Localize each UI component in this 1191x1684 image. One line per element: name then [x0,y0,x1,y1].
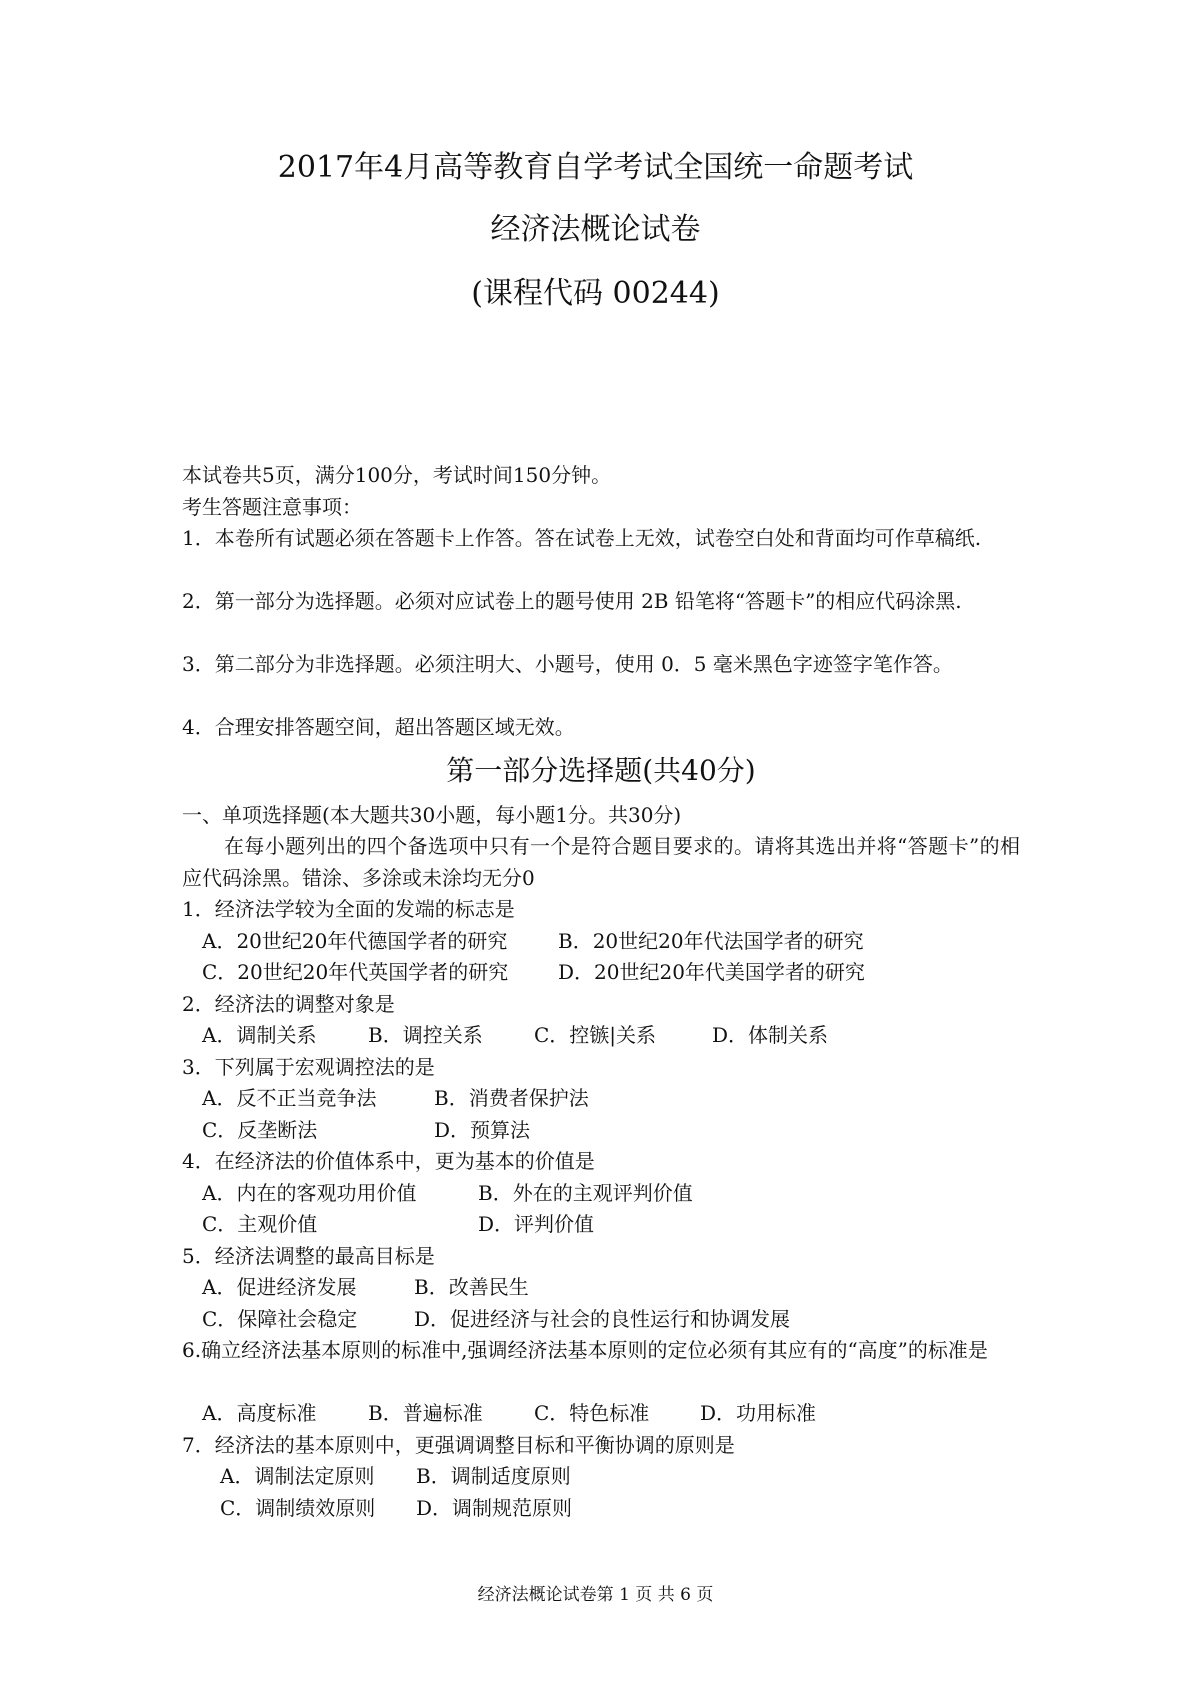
option: D．调制规范原则 [416,1495,573,1520]
option: B．20世纪20年代法国学者的研究 [558,928,864,953]
option: A．调制关系 [202,1023,317,1047]
instruction-item: 3．第二部分为非选择题。必须注明大、小题号，使用 0．5 毫米黑色字迹签字笔作答。 [182,652,953,676]
question-stem: 3．下列属于宏观调控法的是 [182,1054,435,1079]
option: D．促进经济与社会的良性运行和协调发展 [414,1306,791,1331]
option: A．调制法定原则 [220,1464,375,1488]
option: D．功用标准 [700,1401,817,1425]
option-row [182,957,1020,989]
instruction-item: 2．第一部分为选择题。必须对应试卷上的题号使用 2B 铅笔将“答题卡”的相应代码涂黑. [182,589,962,613]
option-row [182,1209,1020,1241]
option: C．20世纪20年代英国学者的研究 [202,960,509,984]
exam-intro: 本试卷共5页，满分100分，考试时间150分钟。 [182,463,612,487]
option: B．调控关系 [368,1023,483,1047]
option: B．普遍标准 [368,1401,483,1425]
exam-title: 2017年4月高等教育自学考试全国统一命题考试 [277,150,914,185]
question-stem: 5．经济法调整的最高目标是 [182,1243,435,1268]
instruction-item: 4．合理安排答题空间，超出答题区域无效。 [182,715,575,739]
question-stem: 7．经济法的基本原则中，更强调调整目标和平衡协调的原则是 [182,1432,735,1457]
option: A．促进经济发展 [202,1275,357,1299]
course-code: (课程代码 00244) [471,276,720,311]
option: C．保障社会稳定 [202,1306,358,1331]
page-footer: 经济法概论试卷第 1 页 共 6 页 [477,1585,714,1605]
option: A．内在的客观功用价值 [202,1180,417,1205]
option: B．调制适度原则 [416,1464,571,1488]
option-row [182,1178,1020,1210]
question-stem: 4．在经济法的价值体系中，更为基本的价值是 [182,1149,595,1173]
option-row [182,1272,1020,1304]
option: A．反不正当竞争法 [202,1086,377,1110]
option: D．体制关系 [712,1023,829,1047]
option-row [182,1304,1020,1336]
option: D．预算法 [434,1117,531,1142]
option-row [182,1083,1020,1115]
instructions-heading: 考生答题注意事项： [182,494,362,519]
option: C．控镞|关系 [534,1023,657,1047]
question-stem: 6.确立经济法基本原则的标准中,强调经济法基本原则的定位必须有其应有的“高度”的标准是 [182,1338,988,1362]
question-stem: 2．经济法的调整对象是 [182,991,395,1016]
option: C．特色标准 [534,1401,650,1425]
option: C．反垄断法 [202,1117,318,1142]
option: D．20世纪20年代美国学者的研究 [558,960,865,984]
option: C．调制绩效原则 [220,1495,376,1520]
instruction-item: 1．本卷所有试题必须在答题卡上作答。答在试卷上无效，试卷空白处和背面均可作草稿纸. [182,526,982,550]
option: D．评判价值 [478,1212,595,1236]
option: B．消费者保护法 [434,1086,589,1110]
option: B．外在的主观评判价值 [478,1180,693,1205]
option-row [182,1493,1020,1525]
option-row [182,926,1020,958]
section-heading: 一、单项选择题(本大题共30小题，每小题1分。共30分) [182,802,682,827]
option: A．高度标准 [202,1401,317,1425]
option: A．20世纪20年代德国学者的研究 [202,928,508,953]
subject-title: 经济法概论试卷 [490,212,701,247]
exam-body [182,460,1020,1524]
option-row [182,1461,1020,1493]
option: B．改善民生 [414,1275,529,1299]
part-title: 第一部分选择题(共40分) [446,753,756,787]
question-stem: 1．经济法学较为全面的发端的标志是 [182,897,515,921]
option-row [182,1115,1020,1147]
option-row [182,1020,1020,1052]
section-note: 在每小题列出的四个备选项中只有一个是符合题目要求的。请将其选出并将“答题卡”的相应代码涂黑。错涂、多涂或未涂均无分0 [182,834,1020,890]
option-row [182,1398,1020,1430]
option: C．主观价值 [202,1212,318,1236]
